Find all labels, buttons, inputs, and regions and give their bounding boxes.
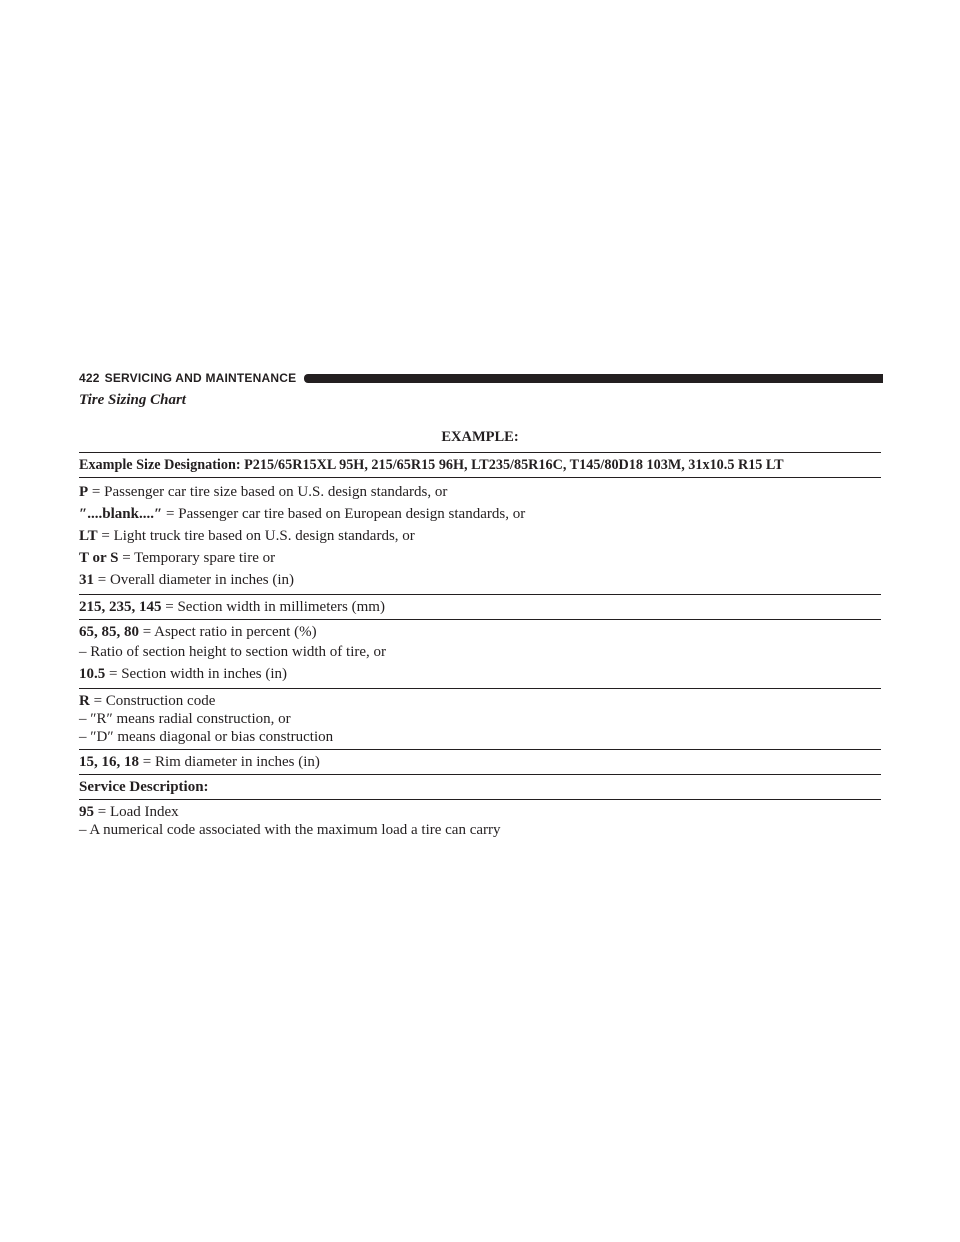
designation-row: [79, 453, 881, 478]
load-index-note: – A numerical code associated with the maximum load a tire can carry: [79, 822, 501, 838]
tire-type-t-or-s: [79, 547, 881, 569]
tire-type-blank: [79, 503, 881, 525]
code-desc: = Aspect ratio in percent (%): [139, 624, 317, 640]
header-rule-bar: [304, 374, 883, 383]
code-key: 15, 16, 18: [79, 754, 139, 770]
code-key: 10.5: [79, 666, 106, 682]
code-key: T or S: [79, 550, 119, 566]
code-key: R: [79, 693, 90, 709]
tire-type-row: [79, 478, 881, 595]
service-description-row: [79, 775, 881, 800]
rim-diameter-row: [79, 750, 881, 775]
service-description-label: Service Description:: [79, 779, 209, 795]
page-header: [79, 370, 883, 386]
tire-sizing-table: [79, 452, 881, 842]
construction-radial-note: – ″R″ means radial construction, or: [79, 711, 291, 727]
chart-title: Tire Sizing Chart: [79, 392, 186, 408]
code-desc: = Rim diameter in inches (in): [139, 754, 320, 770]
aspect-ratio-row: [79, 620, 881, 689]
section-title: SERVICING AND MAINTENANCE: [104, 371, 297, 385]
code-desc: = Light truck tire based on U.S. design standards, or: [97, 528, 415, 544]
section-width-row: [79, 595, 881, 620]
load-index-row: [79, 800, 881, 842]
construction-row: [79, 689, 881, 750]
code-key: P: [79, 484, 89, 500]
aspect-ratio-note: – Ratio of section height to section width of tire, or: [79, 644, 387, 660]
code-key: 215, 235, 145: [79, 599, 162, 615]
code-key: LT: [79, 528, 98, 544]
example-size-designation: Example Size Designation: P215/65R15XL 95H, 215/65R15 96H, LT235/85R16C, T145/80D18 103M, 31x10.5 R15 LT: [79, 457, 784, 473]
code-desc: = Temporary spare tire or: [118, 550, 276, 566]
page-number: 422: [79, 371, 100, 385]
code-desc: = Passenger car tire based on European design standards, or: [162, 506, 526, 522]
code-desc: = Construction code: [89, 693, 216, 709]
construction-bias-note: – ″D″ means diagonal or bias construction: [79, 729, 334, 745]
code-key: 65, 85, 80: [79, 624, 139, 640]
code-desc: = Passenger car tire size based on U.S. design standards, or: [88, 484, 448, 500]
tire-type-31: [79, 569, 881, 591]
code-desc: = Load Index: [94, 804, 179, 820]
code-key: 31: [79, 572, 94, 588]
code-desc: = Section width in inches (in): [105, 666, 288, 682]
code-key: 95: [79, 804, 94, 820]
code-desc: = Overall diameter in inches (in): [94, 572, 295, 588]
code-desc: = Section width in millimeters (mm): [161, 599, 385, 615]
code-key: ″....blank....″: [79, 506, 163, 522]
example-heading: EXAMPLE:: [441, 429, 519, 445]
tire-type-lt: [79, 525, 881, 547]
tire-type-p: [79, 481, 881, 503]
